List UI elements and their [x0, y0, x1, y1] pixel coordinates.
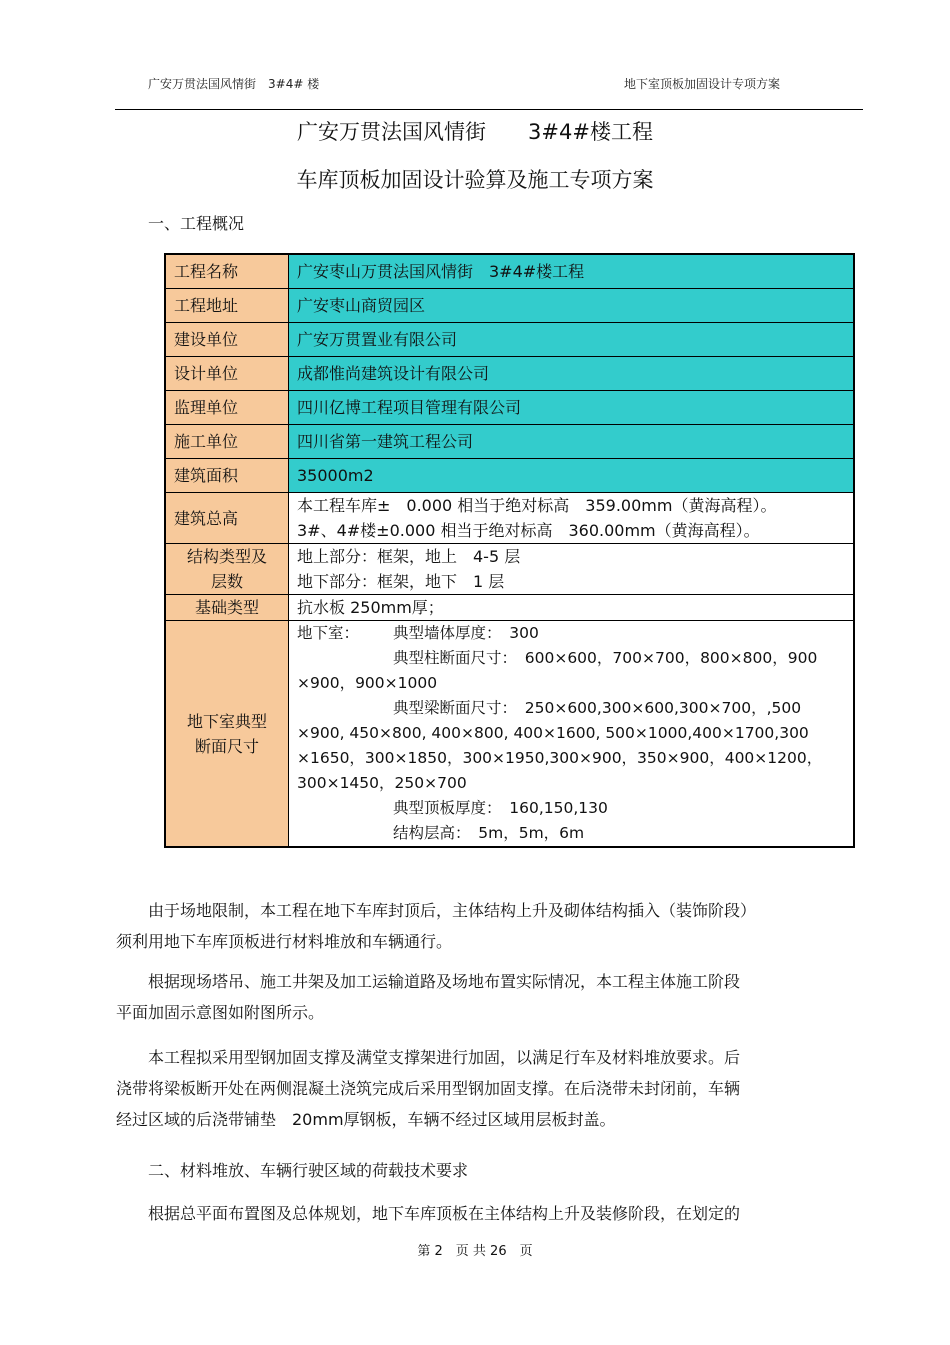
structure-line-1: 地上部分：框架，地上 4-5 层: [297, 547, 521, 566]
section-heading-loads: 二、材料堆放、车辆行驶区域的荷载技术要求: [148, 1161, 469, 1180]
row-label: 设计单位: [165, 357, 289, 391]
section-wall-line: 地下室： 典型墙体厚度： 300: [297, 621, 845, 646]
section-label-line-1: 地下室典型: [186, 711, 267, 731]
row-label: [165, 544, 289, 595]
row-label: 建筑面积: [165, 459, 289, 493]
section-beam-line-2: ×900, 450×800, 400×800, 400×1600, 500×1000,400×1700,300: [297, 724, 809, 742]
section-beam-line: 典型梁断面尺寸： 250×600,300×600,300×700，,500: [393, 699, 802, 717]
table-row: [165, 289, 854, 323]
table-row: [165, 323, 854, 357]
table-row: [165, 357, 854, 391]
row-value: 广安万贯置业有限公司: [289, 323, 855, 357]
row-label: 监理单位: [165, 391, 289, 425]
section-floor-line: 结构层高： 5m，5m，6m: [393, 824, 585, 842]
section-label-line-2: 断面尺寸: [194, 736, 259, 756]
table-row: [165, 391, 854, 425]
page-title: 广安万贯法国风情街 3#4#楼工程: [297, 120, 653, 144]
table-row: [165, 425, 854, 459]
row-value: 广安枣山万贯法国风情街 3#4#楼工程: [289, 254, 855, 289]
page-subtitle: 车库顶板加固设计验算及施工专项方案: [296, 168, 654, 192]
paragraph: 根据总平面布置图及总体规划，地下车库顶板在主体结构上升及装修阶段，在划定的: [148, 1204, 741, 1223]
row-value: 四川亿博工程项目管理有限公司: [289, 391, 855, 425]
header-right: 地下室顶板加固设计专项方案: [624, 77, 781, 91]
table-row: [165, 459, 854, 493]
table-row-height: [165, 493, 854, 544]
row-label: 基础类型: [165, 595, 289, 621]
row-label: 施工单位: [165, 425, 289, 459]
table-row-foundation: [165, 595, 854, 621]
paragraph: 根据现场塔吊、施工井架及加工运输道路及场地布置实际情况，本工程主体施工阶段 平面加固示意图如附图所示。: [116, 972, 741, 1022]
section-column-line: 典型柱断面尺寸： 600×600，700×700，800×800，900: [393, 649, 818, 667]
row-value: 35000m2: [289, 459, 855, 493]
row-value: [289, 493, 855, 544]
section-slab-line: 典型顶板厚度： 160,150,130: [393, 799, 608, 817]
row-label: 工程名称: [165, 254, 289, 289]
structure-label-line-1: 结构类型及: [186, 547, 267, 566]
section-beam-line-4: 300×1450，250×700: [297, 774, 467, 792]
row-label: 工程地址: [165, 289, 289, 323]
height-line-2: 3#、4#楼±0.000 相当于绝对标高 360.00mm（黄海高程）。: [297, 521, 760, 540]
section-lead: 地下室：: [297, 624, 360, 642]
header-left: 广安万贯法国风情街 3#4# 楼: [148, 77, 320, 91]
section-heading-overview: 一、工程概况: [148, 214, 245, 233]
row-label: 建设单位: [165, 323, 289, 357]
row-value: 四川省第一建筑工程公司: [289, 425, 855, 459]
table-row-sections: [165, 621, 854, 848]
row-label: [165, 621, 289, 848]
paragraph: 由于场地限制，本工程在地下车库封顶后，主体结构上升及砌体结构插入（装饰阶段） 须利用地下车库顶板进行材料堆放和车辆通行。: [116, 901, 757, 951]
table-row-structure: [165, 544, 854, 595]
row-value: [289, 621, 855, 848]
paragraph: 本工程拟采用型钢加固支撑及满堂支撑架进行加固，以满足行车及材料堆放要求。后 浇带将梁板断开处在两侧混凝土浇筑完成后采用型钢加固支撑。在后浇带未封闭前，车辆 经过区域的后浇带铺垫 20mm厚钢板，车辆不经过区域用层板封盖。: [116, 1048, 741, 1129]
structure-label-line-2: 层数: [210, 572, 243, 591]
section-column-line-2: ×900，900×1000: [297, 674, 438, 692]
row-value: 广安枣山商贸园区: [289, 289, 855, 323]
row-value: 成都惟尚建筑设计有限公司: [289, 357, 855, 391]
row-value: 抗水板 250mm厚；: [289, 595, 855, 621]
project-info-table: [164, 253, 855, 848]
section-beam-line-3: ×1650，300×1850，300×1950,300×900，350×900，400×1200，: [297, 749, 823, 767]
header-divider: [115, 109, 863, 110]
height-line-1: 本工程车库± 0.000 相当于绝对标高 359.00mm（黄海高程）。: [297, 496, 777, 515]
row-label: 建筑总高: [165, 493, 289, 544]
row-value: [289, 544, 855, 595]
table-row: [165, 254, 854, 289]
structure-line-2: 地下部分：框架，地下 1 层: [297, 572, 505, 591]
page-number: 第 2 页 共 26 页: [417, 1244, 533, 1259]
